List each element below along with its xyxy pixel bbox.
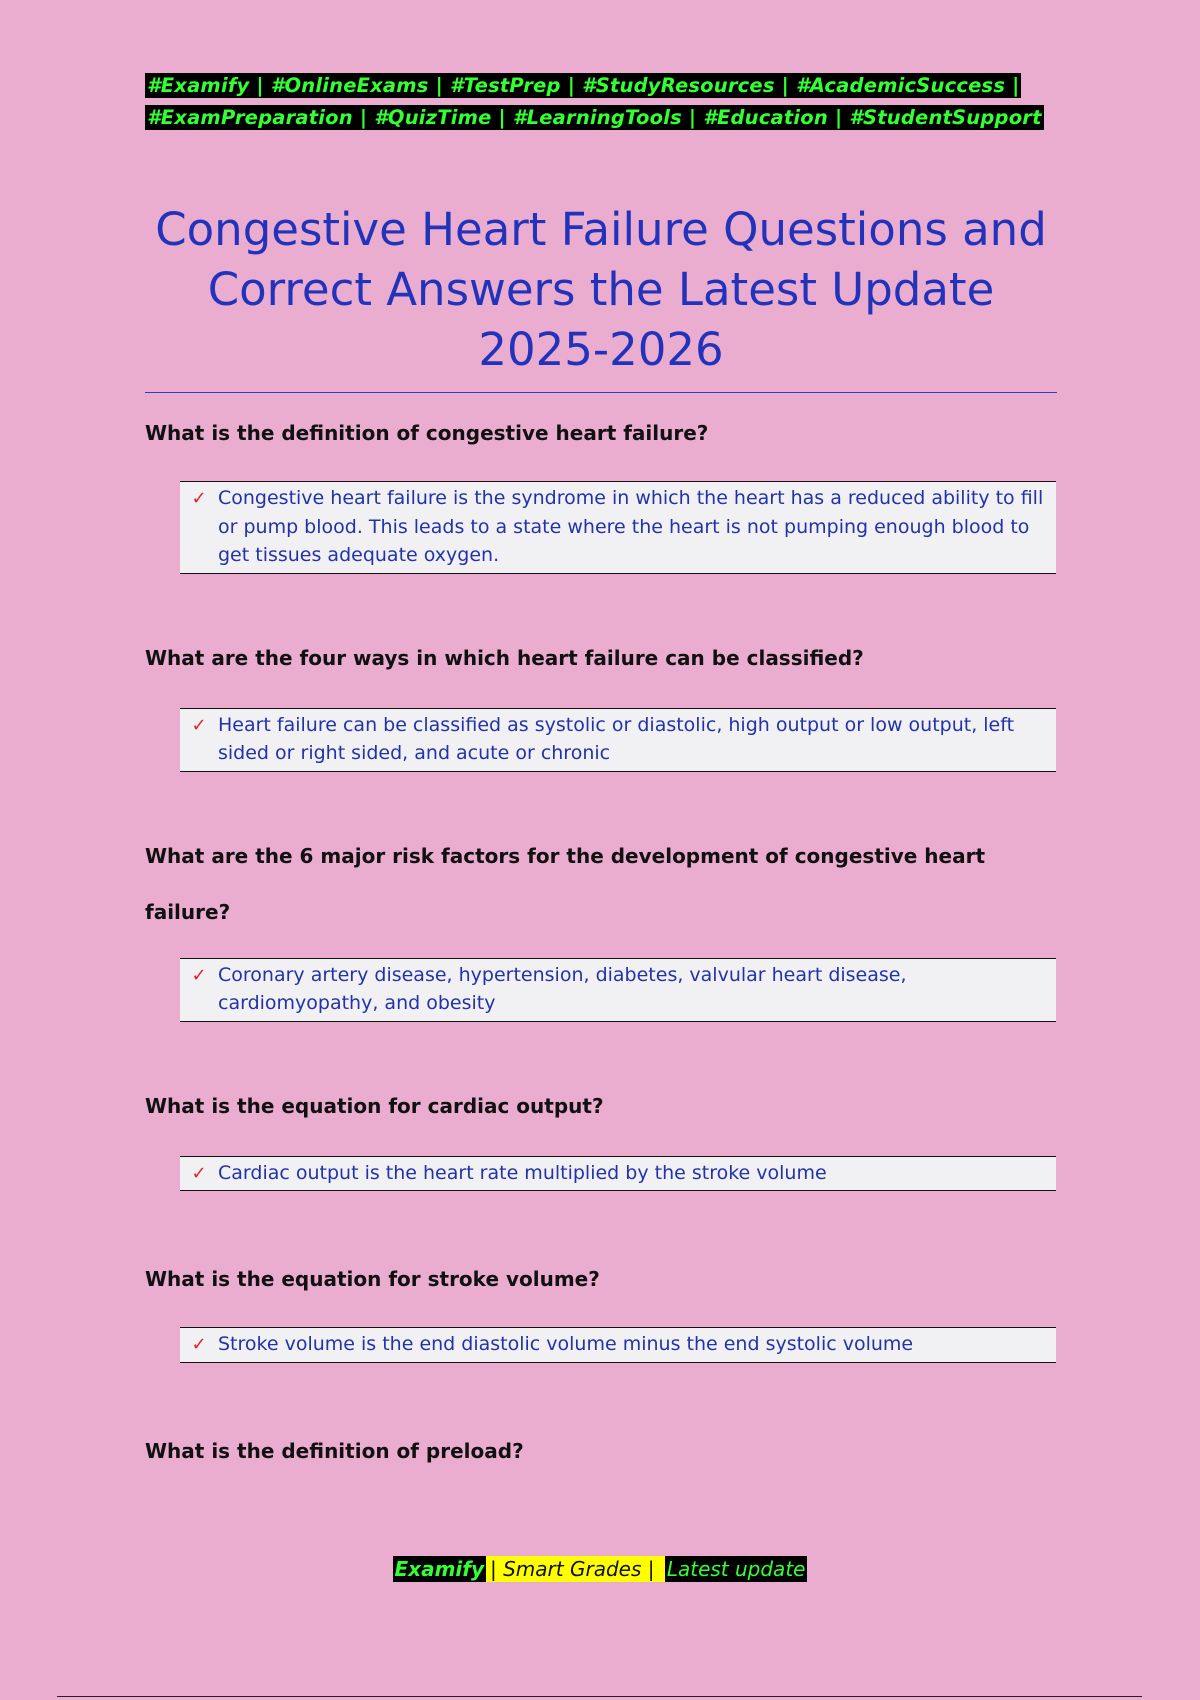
title-divider (145, 392, 1057, 393)
document-page (145, 70, 1057, 1479)
checkmark-icon: ✓ (191, 964, 207, 985)
footer-tail: Latest update (666, 1557, 806, 1581)
question-4: What is the equation for cardiac output? (145, 1093, 604, 1118)
question-2: What are the four ways in which heart failure can be classified? (145, 645, 864, 670)
answer-box-1 (180, 481, 1056, 574)
answer-5: Stroke volume is the end diastolic volume minus the end systolic volume (218, 1333, 914, 1355)
answer-box-3 (180, 958, 1056, 1022)
answer-3: Coronary artery disease, hypertension, diabetes, valvular heart disease, cardiomyopathy, and obesity (218, 963, 907, 1014)
page-footer (0, 1555, 1200, 1583)
checkmark-icon: ✓ (191, 1334, 207, 1354)
answer-2: Heart failure can be classified as systolic or diastolic, high output or low output, left sided or right sided, and acute or chronic (218, 713, 1015, 764)
answer-1: Congestive heart failure is the syndrome in which the heart has a reduced ability to fill or pump blood. This leads to a state where the heart is not pumping enough blood to get tissues adequate oxygen. (218, 487, 1044, 566)
question-5: What is the equation for stroke volume? (145, 1267, 600, 1291)
question-3: What are the 6 major risk factors for the development of congestive heart failure? (145, 843, 986, 924)
question-1: What is the definition of congestive heart failure? (145, 421, 709, 445)
hashtag-line-1: #Examify | #OnlineExams | #TestPrep | #StudyResources | #AcademicSuccess | (147, 74, 1020, 97)
answer-4: Cardiac output is the heart rate multiplied by the stroke volume (218, 1161, 827, 1184)
answer-box-4 (180, 1156, 1056, 1192)
footer-brand: Examify (394, 1557, 485, 1581)
checkmark-icon: ✓ (191, 488, 207, 508)
qa-list (145, 405, 1057, 1479)
hashtag-line-2: #ExamPreparation | #QuizTime | #LearningTools | #Education | #StudentSupport (147, 106, 1042, 129)
answer-box-5 (180, 1327, 1056, 1363)
question-6: What is the definition of preload? (145, 1438, 524, 1463)
checkmark-icon: ✓ (191, 1162, 207, 1183)
checkmark-icon: ✓ (191, 714, 207, 735)
document-title: Congestive Heart Failure Questions and Correct Answers the Latest Update 2025-2026 (155, 203, 1047, 376)
answer-box-2 (180, 708, 1056, 772)
footer-middle: | Smart Grades | (486, 1556, 665, 1582)
hashtag-header (145, 70, 1057, 134)
bottom-divider (57, 1696, 1142, 1697)
